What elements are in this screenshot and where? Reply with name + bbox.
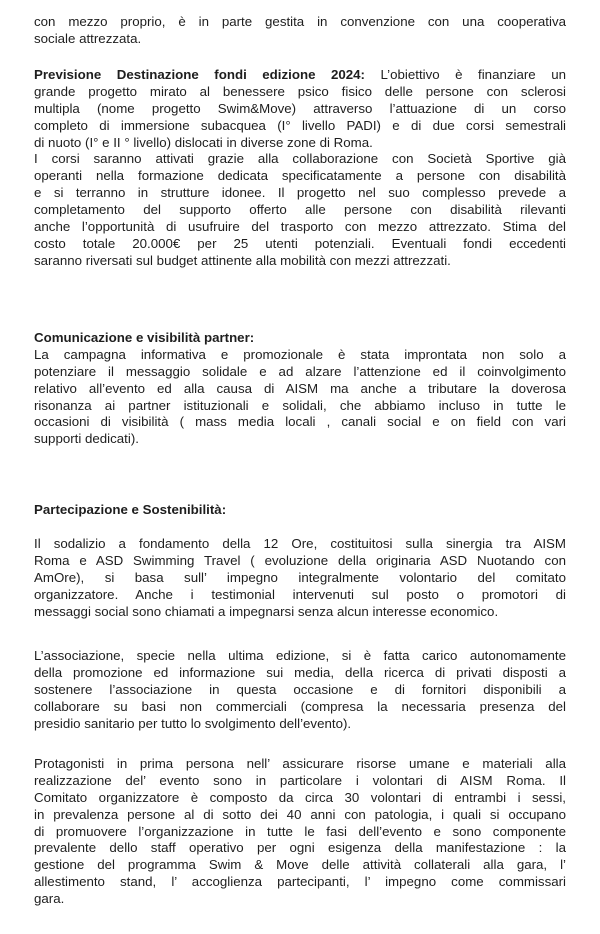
partecipazione-paragraph-3 (34, 756, 566, 908)
text-line: L’associazione, specie nella ultima edizione, si è fatta carico autonomamente (34, 648, 566, 663)
intro-paragraph (34, 14, 566, 48)
partecipazione-paragraph-2 (34, 648, 566, 732)
text-line: relativo all’evento ed alla causa di AISM ma anche a tributare la doverosa (34, 380, 566, 396)
text-line: organizzatore. Anche i testimonial intervenuti sul posto o promotori di (34, 586, 566, 602)
text-line: collaborare su basi non commerciali (compresa la necessaria presenza del (34, 698, 566, 714)
partecipazione-heading: Partecipazione e Sostenibilità: (34, 502, 227, 517)
text-line: sostenere l’associazione in questa occasione e di fornitori disponibili a (34, 681, 566, 697)
text-line: risonanza ai partner istituzionali e solidali, che abbiamo incluso in tutte le (34, 397, 566, 413)
text-line: gestione del programma Swim & Move delle attività collaterali alla gara, l’ (34, 857, 566, 873)
partecipazione-heading-block (34, 502, 566, 519)
text-line: Il sodalizio a fondamento della 12 Ore, costituitosi sulla sinergia tra AISM (34, 536, 566, 551)
text-line: anche l’opportunità di usufruire del trasporto con mezzo attrezzato. Stima del (34, 219, 566, 235)
text-line: sociale attrezzata. (34, 30, 142, 46)
previsione-heading: Previsione Destinazione fondi edizione 2024: (34, 67, 365, 82)
text-line: di nuoto (I° e II ° livello) dislocati in diverse zone di Roma. (34, 134, 373, 150)
previsione-first-line-rest: L’obiettivo è finanziare un (364, 67, 566, 82)
text-line: AmOre), si basa sull’ impegno integralmente volontario del comitato (34, 569, 566, 585)
text-line: completo di immersione subacquea (I° livello PADI) e di due corsi semestrali (34, 117, 566, 133)
text-line: I corsi saranno attivati grazie alla collaborazione con Società Sportive già (34, 151, 566, 167)
text-line: in prevalenza persone al di sotto dei 40 anni con patologia, i quali si occupano (34, 806, 566, 822)
text-line: potenziare il messaggio solidale e ad alzare l’attenzione ed il coinvolgimento (34, 363, 566, 379)
text-line: con mezzo proprio, è in parte gestita in convenzione con una cooperativa (34, 14, 566, 29)
text-line: di promuovere l’organizzazione in tutte le fasi dell’evento e sono componente (34, 823, 566, 839)
text-line: messaggi social sono chiamati a impegnarsi senza alcun interesse economico. (34, 603, 499, 619)
text-line: grande progetto mirato al benessere psico fisico delle persone con sclerosi (34, 83, 566, 99)
partecipazione-paragraph-1 (34, 536, 566, 620)
text-line: supporti dedicati). (34, 431, 139, 447)
comunicazione-section (34, 330, 566, 448)
text-line: Roma e ASD Swimming Travel ( evoluzione della originaria ASD Nuotando con (34, 552, 566, 568)
text-line: saranno riversati sul budget attinente alla mobilità con mezzi attrezzati. (34, 252, 451, 268)
text-line: La campagna informativa e promozionale è stata improntata non solo a (34, 346, 566, 362)
text-line: allestimento stand, l’ accoglienza partecipanti, l’ impegno come commissari (34, 874, 566, 890)
text-line: completamento del supporto offerto alle persone con disabilità rilevanti (34, 202, 566, 218)
text-line: gara. (34, 891, 65, 907)
previsione-section (34, 67, 566, 270)
text-line: della promozione ed informazione sui media, della ricerca di privati disposti a (34, 664, 566, 680)
text-line: operanti nella formazione dedicata specificatamente a persone con disabilità (34, 168, 566, 184)
text-line: Protagonisti in prima persona nell’ assicurare risorse umane e materiali alla (34, 756, 566, 771)
text-line: presidio sanitario per tutto lo svolgimento dell’evento). (34, 715, 352, 731)
text-line: prevalente dello staff operativo per ogni esigenza della manifestazione : la (34, 840, 566, 856)
comunicazione-heading: Comunicazione e visibilità partner: (34, 330, 255, 345)
text-line: occasioni di visibilità ( mass media locali , canali social e on field con vari (34, 414, 566, 430)
text-line: Comitato organizzatore è composto da circa 30 volontari di entrambi i sessi, (34, 789, 566, 805)
text-line: realizzazione del’ evento sono in particolare i volontari di AISM Roma. Il (34, 772, 566, 788)
text-line: e si terranno in strutture idonee. Il progetto nel suo complesso prevede a (34, 185, 566, 201)
text-line: costo totale 20.000€ per 25 utenti potenziali. Eventuali fondi eccedenti (34, 235, 566, 251)
text-line: multipla (nome progetto Swim&Move) attraverso l’attuazione di un corso (34, 100, 566, 116)
previsione-first-line (34, 67, 566, 84)
